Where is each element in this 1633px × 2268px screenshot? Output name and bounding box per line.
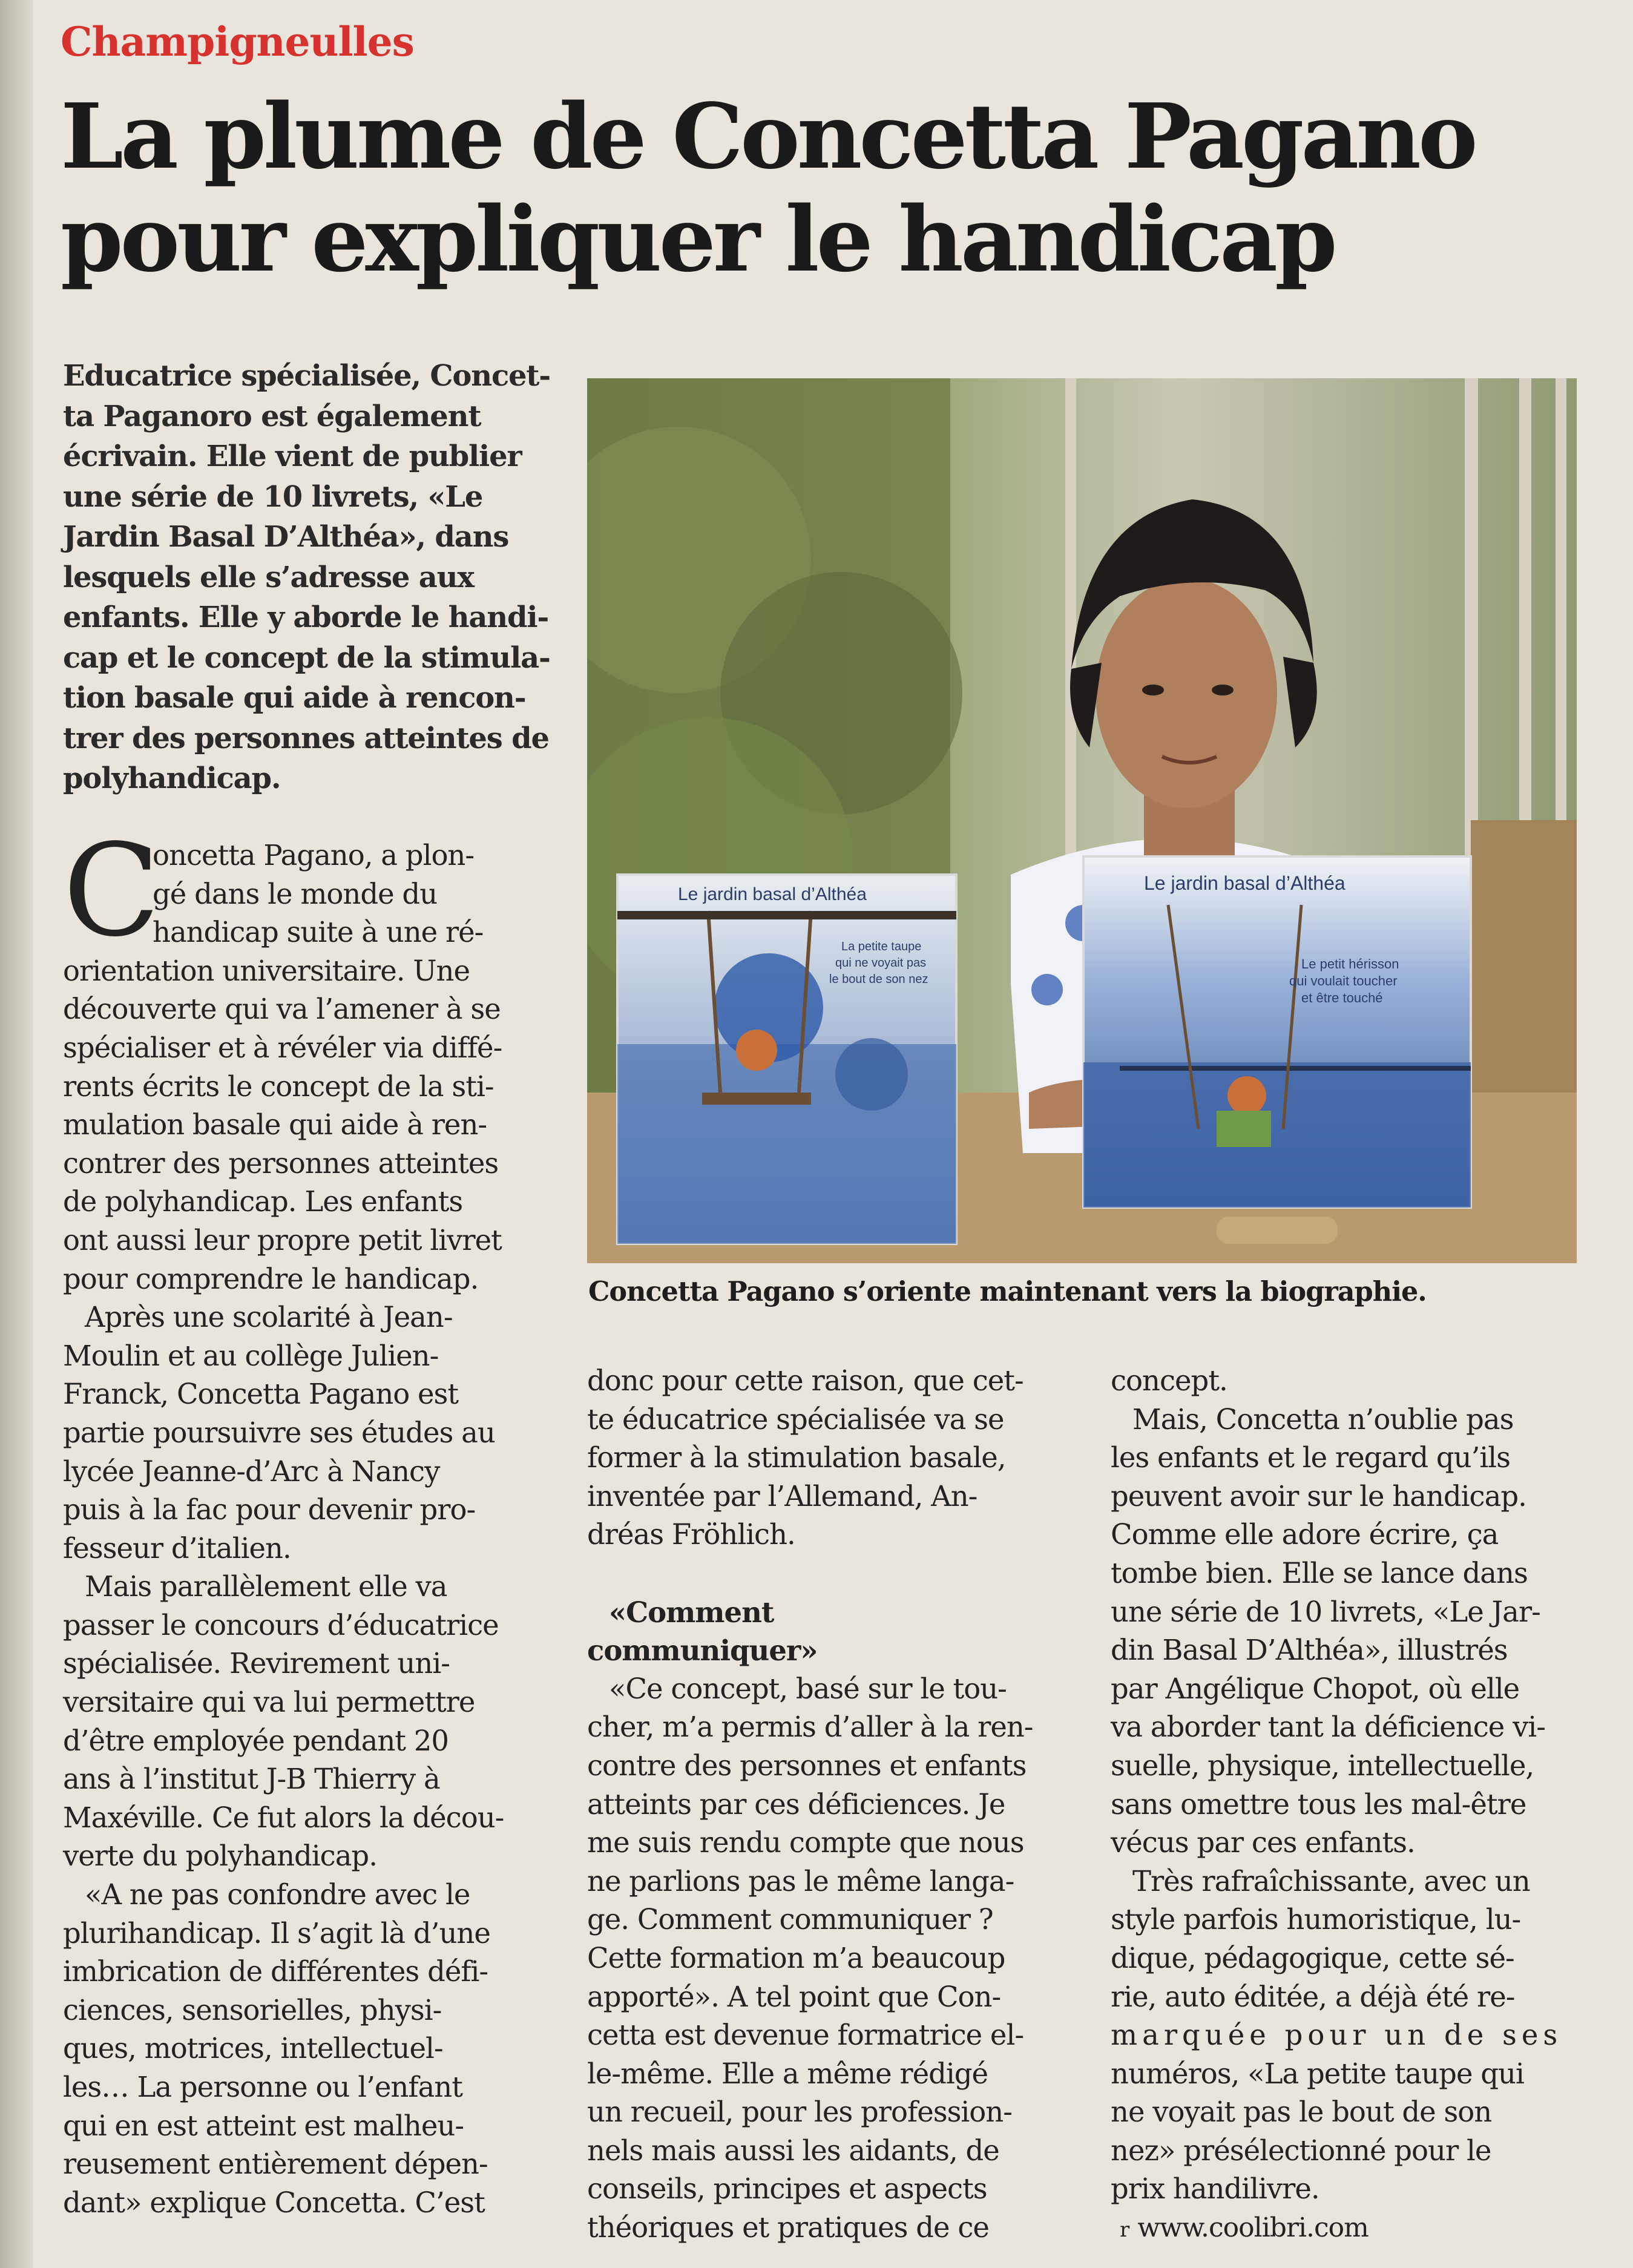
lead-line: lesquels elle s’adresse aux [63, 560, 474, 594]
headline-line-1: La plume de Concetta Pagano [61, 84, 1475, 189]
body-line: donc pour cette raison, que cet- [587, 1364, 1024, 1397]
body-line: din Basal D’Althéa», illustrés [1111, 1634, 1508, 1667]
book-left-subtitle-line: La petite taupe [841, 940, 922, 953]
lead-line: ta Paganoro est également [63, 399, 481, 433]
body-line: apporté». A tel point que Con- [587, 1980, 1001, 2013]
book-left-subtitle [829, 940, 930, 986]
body-line: les… La personne ou l’enfant [63, 2071, 462, 2103]
body-line: te éducatrice spécialisée va se [587, 1402, 1004, 1436]
body-line: ne parlions pas le même langa- [587, 1864, 1014, 1898]
body-line: tombe bien. Elle se lance dans [1111, 1556, 1528, 1589]
book-left-title: Le jardin basal d’Althéa [678, 884, 867, 904]
intertitle-line: «Comment [609, 1595, 774, 1629]
lead-line: écrivain. Elle vient de publier [63, 439, 522, 473]
body-line: d’être employée pendant 20 [63, 1724, 448, 1757]
body-line: ne voyait pas le bout de son [1111, 2095, 1492, 2129]
body-line: oncetta Pagano, a plon- [153, 839, 475, 872]
body-line: rents écrits le concept de la sti- [63, 1070, 494, 1103]
lead-line: tion basale qui aide à rencon- [63, 681, 526, 715]
body-line: Mais, Concetta n’oublie pas [1132, 1402, 1514, 1436]
drop-cap: C [63, 817, 160, 965]
body-line: une série de 10 livrets, «Le Jar- [1111, 1595, 1540, 1628]
body-line: style parfois humoristique, lu- [1111, 1903, 1521, 1936]
body-line: spécialisée. Revirement uni- [63, 1647, 450, 1680]
body-line: reusement entièrement dépen- [63, 2148, 488, 2181]
body-line: conseils, principes et aspects [587, 2172, 987, 2206]
lead-line: cap et le concept de la stimula- [63, 640, 550, 675]
book-right-subtitle-line: Le petit hérisson [1301, 956, 1399, 971]
body-line: par Angélique Chopot, où elle [1111, 1672, 1520, 1705]
lead-line: Educatrice spécialisée, Concet- [63, 359, 551, 393]
body-line: les enfants et le regard qu’ils [1111, 1441, 1510, 1474]
body-line: numéros, «La petite taupe qui [1111, 2057, 1524, 2090]
book-left-subtitle-line: le bout de son nez [829, 973, 928, 986]
body-line: Franck, Concetta Pagano est [63, 1378, 459, 1411]
website-url: www.coolibri.com [1137, 2212, 1368, 2243]
headline [61, 85, 1586, 291]
body-line: Après une scolarité à Jean- [85, 1301, 453, 1334]
body-column-2 [587, 1362, 1065, 2247]
body-line: de polyhandicap. Les enfants [63, 1185, 463, 1218]
body-line: lycée Jeanne-d’Arc à Nancy [63, 1454, 440, 1488]
page-crease-shadow [0, 0, 33, 2268]
lead-line: trer des personnes atteintes de [63, 721, 549, 755]
body-line: Comme elle adore écrire, ça [1111, 1518, 1499, 1551]
website-marker: r [1120, 2218, 1129, 2242]
body-line: cetta est devenue formatrice el- [587, 2019, 1024, 2052]
body-line: théoriques et pratiques de ce [587, 2211, 989, 2244]
headline-line-2: pour expliquer le handicap [61, 186, 1335, 292]
body-line: vécus par ces enfants. [1111, 1826, 1415, 1859]
body-column-1 [63, 837, 547, 2222]
book-left-subtitle-line: qui ne voyait pas [835, 956, 927, 970]
photo-caption: Concetta Pagano s’oriente maintenant vers la biographie. [588, 1276, 1427, 1307]
body-line: sans omettre tous les mal-être [1111, 1787, 1526, 1821]
body-line: Très rafraîchissante, avec un [1132, 1864, 1530, 1898]
body-line: passer le concours d’éducatrice [63, 1608, 499, 1642]
body-line: peuvent avoir sur le handicap. [1111, 1479, 1526, 1513]
lead-line: une série de 10 livrets, «Le [63, 479, 483, 514]
body-line: Cette formation m’a beaucoup [587, 1941, 1005, 1974]
body-line: puis à la fac pour devenir pro- [63, 1493, 476, 1527]
body-line: nez» présélectionné pour le [1111, 2134, 1491, 2167]
body-line: fesseur d’italien. [63, 1531, 291, 1565]
body-line: verte du polyhandicap. [63, 1839, 377, 1873]
body-line: suelle, physique, intellectuelle, [1111, 1749, 1534, 1782]
body-line: concept. [1111, 1364, 1227, 1397]
body-line: atteints par ces déficiences. Je [587, 1787, 1005, 1821]
intertitle-line: communiquer» [587, 1634, 818, 1668]
body-line: contre des personnes et enfants [587, 1749, 1027, 1782]
body-line: contrer des personnes atteintes [63, 1146, 499, 1180]
body-line: découverte qui va l’amener à se [63, 993, 501, 1026]
body-line: Moulin et au collège Julien- [63, 1339, 439, 1372]
book-right-subtitle-line: et être touché [1301, 990, 1383, 1005]
body-line: un recueil, pour les profession- [587, 2095, 1012, 2129]
body-line: «Ce concept, basé sur le tou- [609, 1672, 1007, 1705]
body-line: «A ne pas confondre avec le [85, 1878, 470, 1911]
body-line: ques, motrices, intellectuel- [63, 2032, 443, 2065]
body-line: prix handilivre. [1111, 2172, 1319, 2206]
body-line: inventée par l’Allemand, An- [587, 1479, 978, 1513]
photo-illustration [587, 378, 1577, 1263]
body-line: Maxéville. Ce fut alors la décou- [63, 1801, 504, 1834]
body-line: le-même. Elle a même rédigé [587, 2057, 988, 2090]
body-line: gé dans le monde du [153, 877, 438, 910]
body-line: me suis rendu compte que nous [587, 1826, 1024, 1859]
book-right-title: Le jardin basal d’Althéa [1144, 872, 1346, 894]
lead-line: polyhandicap. [63, 761, 281, 795]
body-line: pour comprendre le handicap. [63, 1262, 479, 1295]
body-line: dant» explique Concetta. C’est [63, 2186, 485, 2219]
lead-line: Jardin Basal D’Althéa», dans [63, 520, 509, 554]
body-line: plurihandicap. Il s’agit là d’une [63, 1916, 490, 1950]
body-line: ans à l’institut J-B Thierry à [63, 1763, 440, 1796]
body-line: qui en est atteint est malheu- [63, 2109, 464, 2142]
body-column-3 [1111, 1362, 1607, 2209]
body-line: ge. Comment communiquer ? [587, 1903, 993, 1936]
lead-line: enfants. Elle y aborde le handi- [63, 600, 549, 634]
body-line: imbrication de différentes défi- [63, 1955, 488, 1988]
body-line: orientation universitaire. Une [63, 954, 470, 987]
body-line: partie poursuivre ses études au [63, 1416, 495, 1449]
body-line: spécialiser et à révéler via diffé- [63, 1031, 502, 1064]
section-kicker: Champigneulles [61, 18, 414, 65]
body-line: Mais parallèlement elle va [85, 1570, 447, 1603]
book-right-subtitle-line: qui voulait toucher [1289, 973, 1398, 988]
body-line: marquée pour un de ses [1111, 2019, 1563, 2052]
body-line: former à la stimulation basale, [587, 1441, 1006, 1474]
body-line: cher, m’a permis d’aller à la ren- [587, 1711, 1033, 1744]
lead-paragraph [63, 356, 551, 799]
website-credit [1120, 2212, 1368, 2243]
body-line: ont aussi leur propre petit livret [63, 1223, 502, 1257]
body-line: dréas Fröhlich. [587, 1518, 795, 1551]
article-photo [587, 378, 1577, 1263]
body-line: va aborder tant la déficience vi- [1111, 1711, 1545, 1744]
body-line [587, 1554, 1065, 1593]
body-line: handicap suite à une ré- [153, 916, 484, 949]
body-line: dique, pédagogique, cette sé- [1111, 1941, 1514, 1974]
body-line: versitaire qui va lui permettre [63, 1686, 475, 1719]
body-line: rie, auto éditée, a déjà été re- [1111, 1980, 1515, 2013]
body-line: ciences, sensorielles, physi- [63, 1993, 442, 2026]
body-line: nels mais aussi les aidants, de [587, 2134, 999, 2167]
body-line: mulation basale qui aide à ren- [63, 1108, 487, 1142]
